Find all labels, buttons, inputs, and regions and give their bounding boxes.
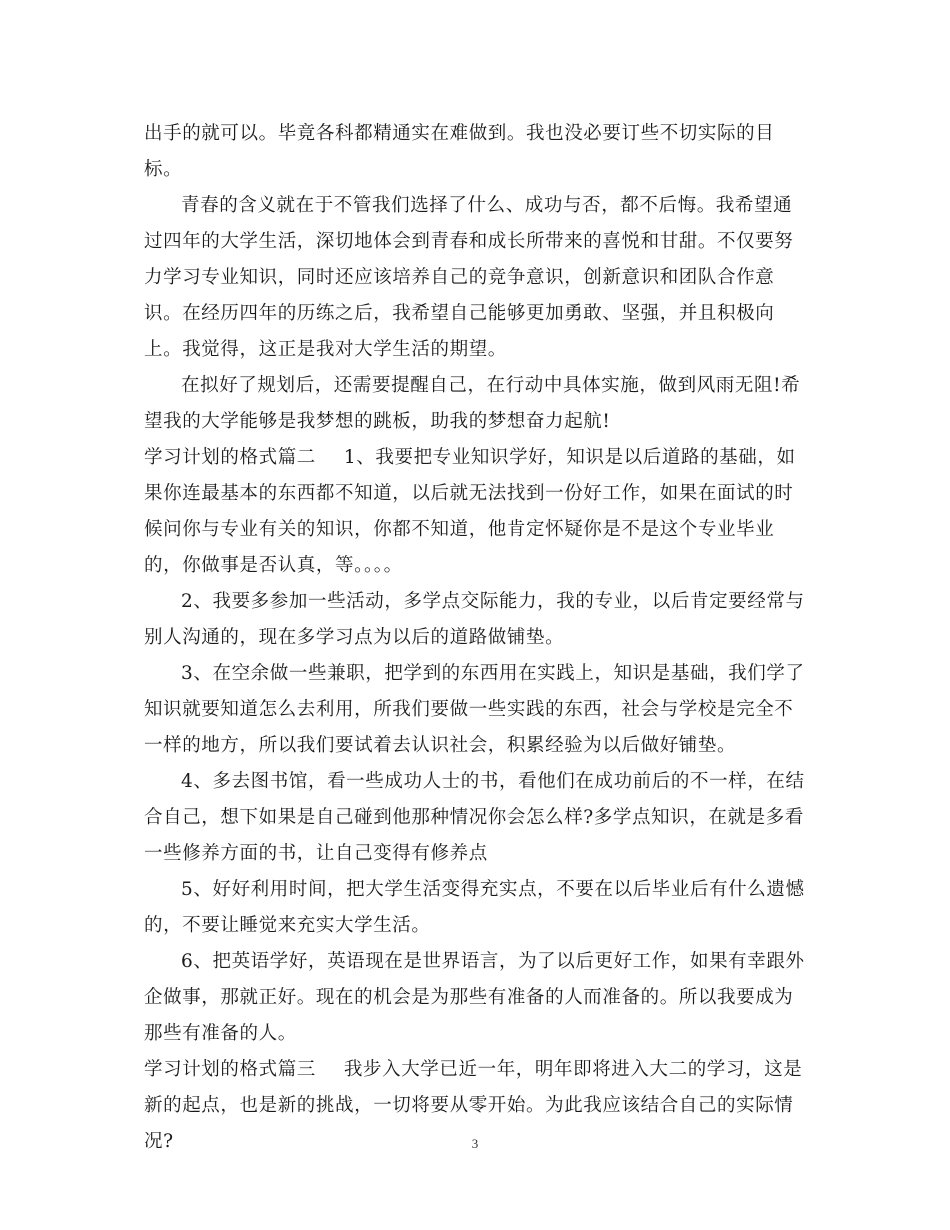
paragraph-plan-action: 在拟好了规划后，还需要提醒自己，在行动中具体实施，做到风雨无阻!希望我的大学能够是我梦想的跳板，助我的梦想奋力起航! (144, 375, 801, 432)
paragraph-item-6: 6、把英语学好，英语现在是世界语言，为了以后更好工作，如果有幸跟外企做事，那就正好。现在的机会是为那些有准备的人而准备的。所以我要成为那些有准备的人。 (144, 951, 805, 1044)
page-number: 3 (471, 1136, 479, 1151)
paragraph-item-5: 5、好好利用时间，把大学生活变得充实点，不要在以后毕业后有什么遗憾的，不要让睡觉来充实大学生活。 (144, 879, 805, 936)
section-text: 1、我要把专业知识学好，知识是以后道路的基础，如果你连最基本的东西都不知道，以后就无法找到一份好工作，如果在面试的时候问你与专业有关的知识，你都不知道，他肯定怀疑你是不是这个专业毕业的，你做事是否认真，等。。。。 (144, 447, 796, 576)
paragraph-item-3: 3、在空余做一些兼职，把学到的东西用在实践上，知识是基础，我们学了知识就要知道怎么去利用，所我们要做一些实践的东西，社会与学校是完全不一样的地方，所以我们要试着去认识社会，积累经验为以后做好铺垫。 (144, 663, 805, 756)
section-two (144, 440, 810, 584)
paragraph-item-4: 4、多去图书馆，看一些成功人士的书，看他们在成功前后的不一样，在结合自己，想下如果是自己碰到他那种情况你会怎么样?多学点知识，在就是多看一些修养方面的书，让自己变得有修养点 (144, 771, 805, 864)
section-text: 我步入大学已近一年，明年即将进入大二的学习，这是新的起点，也是新的挑战，一切将要从零开始。为此我应该结合自己的实际情况? (144, 1059, 803, 1152)
document-body (144, 116, 810, 1160)
section-heading: 学习计划的格式篇二 (144, 447, 316, 468)
paragraph-youth-meaning: 青春的含义就在于不管我们选择了什么、成功与否，都不后悔。我希望通过四年的大学生活，深切地体会到青春和成长所带来的喜悦和甘甜。不仅要努力学习专业知识，同时还应该培养自己的竞争意识，创新意识和团队合作意识。在经历四年的历练之后，我希望自己能够更加勇敢、坚强，并且积极向上。我觉得，这正是我对大学生活的期望。 (144, 195, 794, 360)
paragraph-item-2: 2、我要多参加一些活动，多学点交际能力，我的专业，以后肯定要经常与别人沟通的，现在多学习点为以后的道路做铺垫。 (144, 591, 805, 648)
section-heading: 学习计划的格式篇三 (144, 1059, 316, 1080)
paragraph-continuation: 出手的就可以。毕竟各科都精通实在难做到。我也没必要订些不切实际的目标。 (144, 123, 775, 180)
